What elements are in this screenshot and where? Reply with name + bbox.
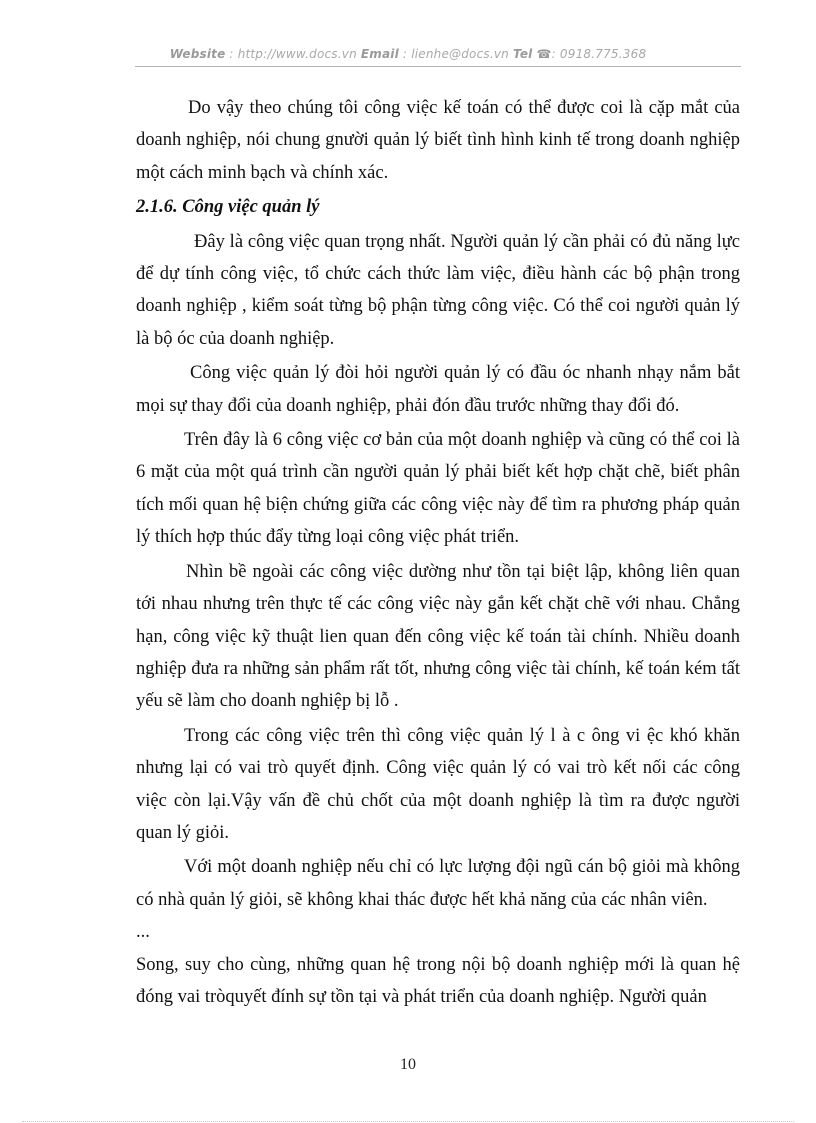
- website-label: Website: [169, 47, 226, 61]
- page-bottom-divider: [22, 1121, 794, 1122]
- paragraph: Công việc quản lý đòi hỏi người quản lý có đầu óc nhanh nhạy nắm bắt mọi sự thay đổi của doanh nghiệp, phải đón đầu trước những thay đổi đó.: [136, 363, 740, 416]
- tel-label: Tel: [512, 47, 533, 61]
- paragraph: Do vậy theo chúng tôi công việc kế toán có thể được coi là cặp mắt của doanh nghiệp, nói chung gnười quản lý biết tình hình kinh tế trong doanh nghiệp một cách minh bạch và chính xác.: [136, 98, 740, 183]
- document-body: [136, 92, 740, 1013]
- paragraph: Đây là công việc quan trọng nhất. Người quản lý cần phải có đủ năng lực để dự tính công việc, tổ chức cách thức làm việc, điều hành các bộ phận trong doanh nghiệp , kiểm soát từng bộ phận từng công việc. Có thể coi người quản lý là bộ óc của doanh nghiệp.: [136, 231, 740, 349]
- paragraph: Với một doanh nghiệp nếu chỉ có lực lượng đội ngũ cán bộ giỏi mà không có nhà quản lý giỏi, sẽ không khai thác được hết khả năng của các nhân viên.: [136, 857, 740, 910]
- paragraph: Trên đây là 6 công việc cơ bản của một doanh nghiệp và cũng có thể coi là 6 mặt của một quá trình cần người quản lý phải biết kết hợp chặt chẽ, biết phân tích mối quan hệ biện chứng giữa các công việc này để tìm ra phương pháp quản lý thích hợp thúc đẩy từng loại công việc phát triển.: [136, 430, 740, 548]
- email-label: Email: [360, 47, 399, 61]
- page-number: 10: [400, 1056, 416, 1073]
- section-heading: 2.1.6. Công việc quản lý: [136, 197, 320, 218]
- email-value: : lienhe@docs.vn: [398, 47, 513, 61]
- tel-value: : 0918.775.368: [551, 47, 647, 61]
- header-divider: [135, 66, 741, 67]
- website-value: : http://www.docs.vn: [225, 47, 361, 61]
- ellipsis-line: ...: [136, 922, 150, 943]
- paragraph: Nhìn bề ngoài các công việc dường như tồn tại biệt lập, không liên quan tới nhau nhưng trên thực tế các công việc này gắn kết chặt chẽ với nhau. Chẳng hạn, công việc kỹ thuật lien quan đến công việc kế toán tài chính. Nhiều doanh nghiệp đưa ra những sản phẩm rất tốt, nhưng công việc tài chính, kế toán kém tất yếu sẽ làm cho doanh nghiệp bị lỗ .: [136, 561, 740, 712]
- phone-icon: ☎: [536, 47, 552, 61]
- paragraph: Trong các công việc trên thì công việc quản lý l à c ông vi ệc khó khăn nhưng lại có vai trò quyết định. Công việc quản lý có vai trò kết nối các công việc còn lại.Vậy vấn đề chủ chốt của một doanh nghiệp là tìm ra được người quan lý giỏi.: [136, 725, 740, 843]
- page-header: [0, 47, 816, 61]
- paragraph: Song, suy cho cùng, những quan hệ trong nội bộ doanh nghiệp mới là quan hệ đóng vai tròquyết đính sự tồn tại và phát triển của doanh nghiệp. Người quản: [136, 954, 740, 1007]
